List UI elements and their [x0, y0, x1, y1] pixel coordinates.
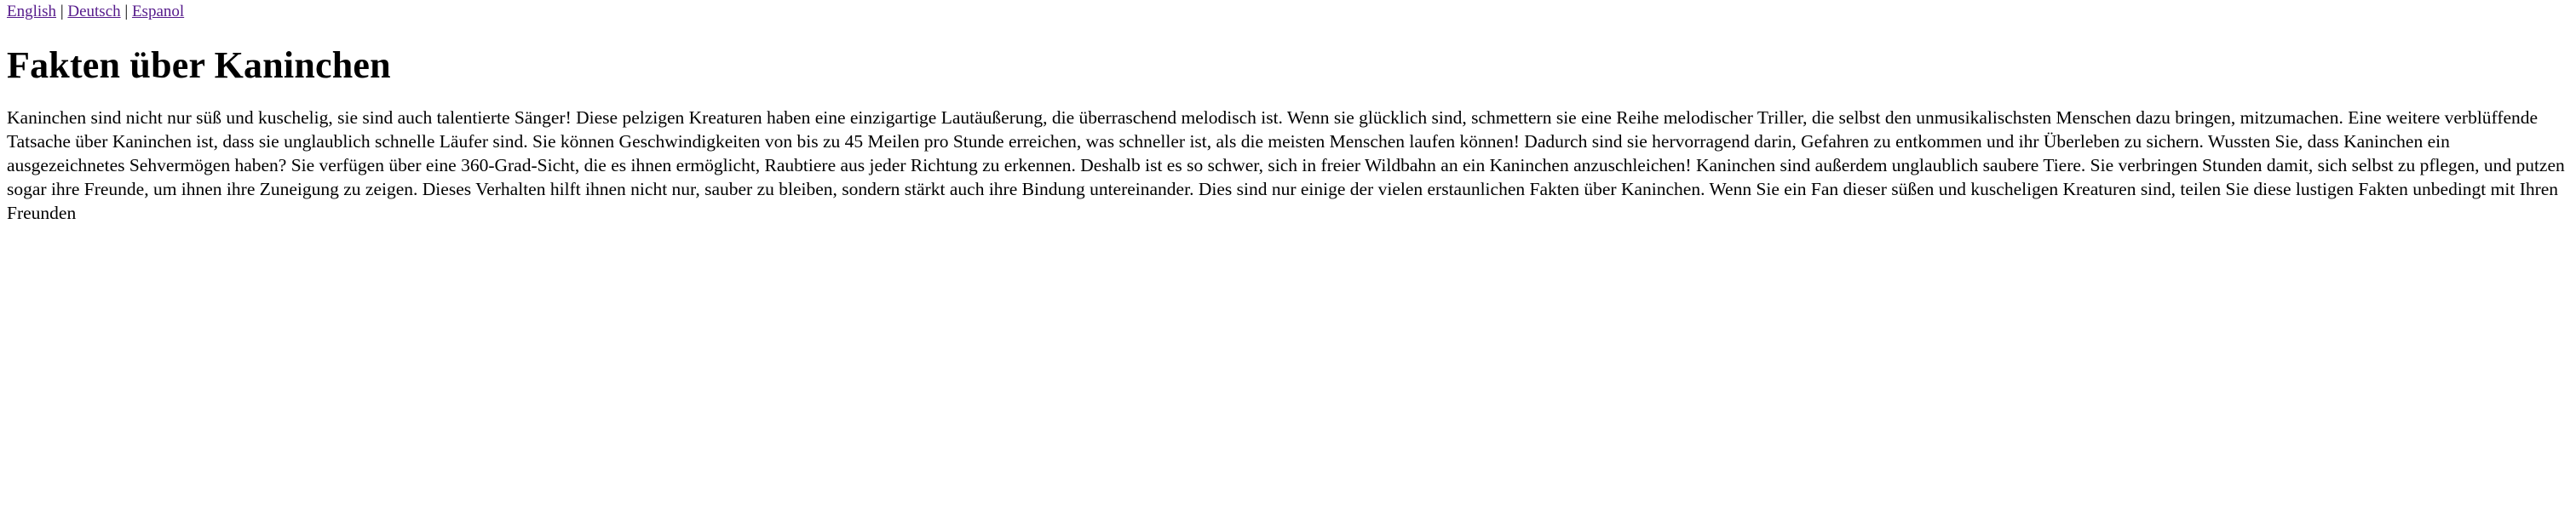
language-link-english[interactable]: English	[7, 3, 57, 20]
article-paragraph: Kaninchen sind nicht nur süß und kuschelig, sie sind auch talentierte Sänger! Diese pelzigen Kreaturen haben eine einzigartige Lautäußerung, die überraschend melodisch ist. Wenn sie glücklich sind, schmettern sie eine Reihe melodischer Triller, die selbst den unmusikalischsten Menschen dazu bringen, mitzumachen. Eine weitere verblüffende Tatsache über Kaninchen ist, dass sie unglaublich schnelle Läufer sind. Sie können Geschwindigkeiten von bis zu 45 Meilen pro Stunde erreichen, was schneller ist, als die meisten Menschen laufen können! Dadurch sind sie hervorragend darin, Gefahren zu entkommen und ihr Überleben zu sichern. Wussten Sie, dass Kaninchen ein ausgezeichnetes Sehvermögen haben? Sie verfügen über eine 360-Grad-Sicht, die es ihnen ermöglicht, Raubtiere aus jeder Richtung zu erkennen. Deshalb ist es so schwer, sich in freier Wildbahn an ein Kaninchen anzuschleichen! Kaninchen sind außerdem unglaublich saubere Tiere. Sie verbringen Stunden damit, sich selbst zu pflegen, und putzen sogar ihre Freunde, um ihnen ihre Zuneigung zu zeigen. Dieses Verhalten hilft ihnen nicht nur, sauber zu bleiben, sondern stärkt auch ihre Bindung untereinander. Dies sind nur einige der vielen erstaunlichen Fakten über Kaninchen. Wenn Sie ein Fan dieser süßen und kuscheligen Kreaturen sind, teilen Sie diese lustigen Fakten unbedingt mit Ihren Freunden	[7, 107, 2565, 223]
language-link-espanol[interactable]: Espanol	[131, 3, 185, 20]
page-title: Fakten über Kaninchen	[7, 43, 391, 86]
page-container	[0, 0, 2576, 226]
language-separator-1: |	[60, 3, 64, 20]
language-switcher	[7, 0, 2569, 22]
language-separator-2: |	[124, 3, 129, 20]
language-link-deutsch[interactable]: Deutsch	[67, 3, 121, 20]
